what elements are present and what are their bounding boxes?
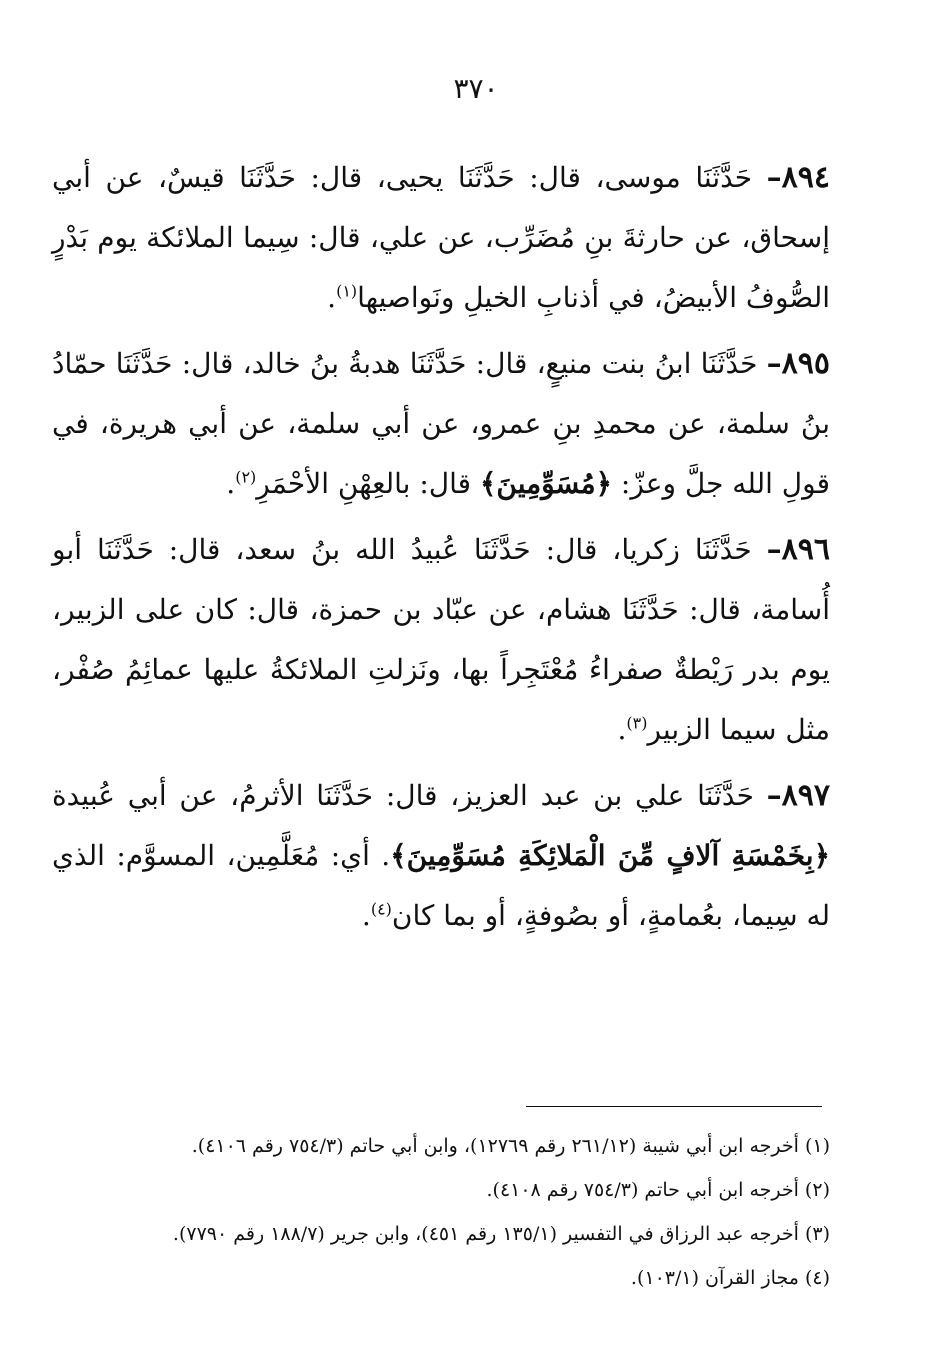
quran-quote: ﴿مُسَوِّمِينَ﴾ — [479, 467, 612, 500]
hadith-number: ٨٩٤– — [766, 160, 830, 195]
hadith-text: حَدَّثَنَا موسى، قال: حَدَّثَنَا يحيى، قال: حَدَّثَنَا قيسٌ، عن أبي إسحاق، عن حارثةَ بنِ مُضَرِّب، عن علي، قال: سِيما الملائكة يوم بَدْرٍ الصُّوفُ الأبيضُ، في أذنابِ الخيلِ ونَواصيها — [52, 161, 830, 314]
hadith-897 — [52, 766, 830, 946]
hadith-end: . — [617, 713, 627, 746]
footnote-4: (٤) مجاز القرآن (١٠٣/١). — [630, 1267, 830, 1289]
hadith-895 — [52, 334, 830, 514]
hadith-text: حَدَّثَنَا علي بن عبد العزيز، قال: حَدَّثَنَا الأثرمُ، عن أبي عُبيدة — [52, 779, 767, 812]
footnote-3: (٣) أخرجه عبد الرزاق في التفسير (١٣٥/١ رقم ٤٥١)، وابن جرير (١٨٨/٧ رقم ٧٧٩٠). — [172, 1223, 830, 1245]
main-text — [52, 148, 830, 952]
hadith-number: ٨٩٦– — [766, 532, 830, 567]
footnote-reference: (١) — [336, 281, 358, 301]
footnote-divider — [526, 1106, 822, 1107]
footnote-reference: (٣) — [626, 713, 648, 733]
hadith-text: حَدَّثَنَا زكريا، قال: حَدَّثَنَا عُبيدُ الله بنُ سعد، قال: حَدَّثَنَا أبو أُسامة، قال: حَدَّثَنَا هشام، عن عبّاد بن حمزة، قال: كان على الزبير، يوم بدر رَيْطةٌ صفراءُ مُعْتَجِراً بها، ونَزلتِ الملائكةُ عليها عمائِمُ صُفْر، مثل سيما الزبير — [52, 533, 830, 746]
hadith-896 — [52, 520, 830, 760]
footnote-2: (٢) أخرجه ابن أبي حاتم (٧٥٤/٣ رقم ٤١٠٨). — [486, 1179, 830, 1201]
footnote-reference: (٢) — [235, 467, 257, 487]
hadith-number: ٨٩٥– — [766, 346, 830, 381]
hadith-end: . — [361, 899, 371, 932]
hadith-894 — [52, 148, 830, 328]
hadith-text-continued: . أي: مُعَلَّمِين، المسوَّم: الذي له سِيما، بعُمامةٍ، أو بصُوفةٍ، أو بما كان — [52, 839, 830, 932]
hadith-end: . — [327, 281, 337, 314]
footnotes — [52, 1124, 830, 1300]
page-number: ٣٧٠ — [453, 72, 499, 105]
footnote-1: (١) أخرجه ابن أبي شيبة (٢٦١/١٢ رقم ١٢٧٦٩)، وابن أبي حاتم (٧٥٤/٣ رقم ٤١٠٦). — [191, 1135, 830, 1157]
footnote-reference: (٤) — [370, 899, 392, 919]
hadith-number: ٨٩٧– — [766, 778, 830, 813]
quran-quote: ﴿بِخَمْسَةِ آلافٍ مِّنَ الْمَلائِكَةِ مُسَوِّمِينَ﴾ — [390, 839, 830, 872]
hadith-text-continued: قال: بالعِهْنِ الأحْمَرِ — [256, 467, 480, 500]
hadith-end: . — [226, 467, 236, 500]
hadith-text: حَدَّثَنَا ابنُ بنت منيعٍ، قال: حَدَّثَنَا هدبةُ بنُ خالد، قال: حَدَّثَنَا حمّادُ بنُ سلمة، عن محمدِ بنِ عمرو، عن أبي سلمة، عن أبي هريرة، في قولِ الله جلَّ وعزّ: — [52, 347, 830, 500]
